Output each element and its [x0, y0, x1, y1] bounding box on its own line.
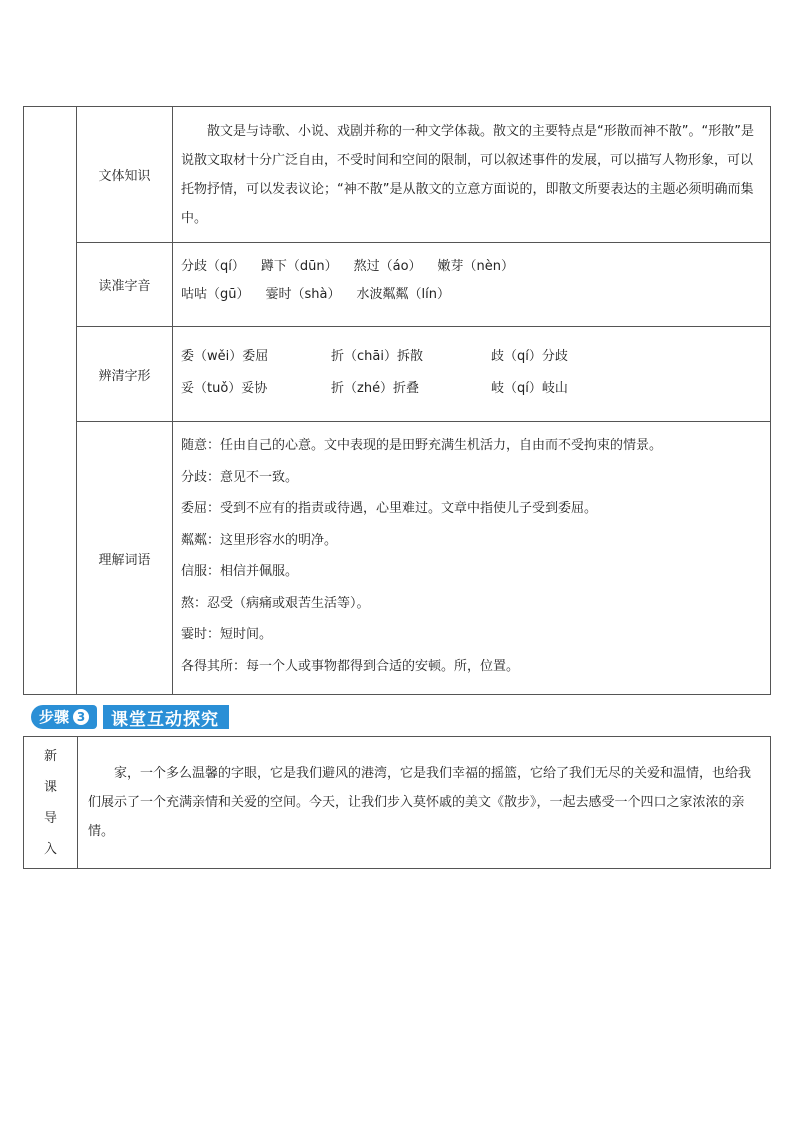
- vocabulary-item: 各得其所：每一个人或事物都得到合适的安顿。所，位置。: [181, 658, 520, 674]
- vocabulary-item: 熬：忍受（病痛或艰苦生活等）。: [181, 595, 370, 611]
- pronunciation-item: 霎时（shà）: [265, 287, 341, 302]
- intro-content: [78, 737, 771, 869]
- vocabulary-label: 理解词语: [77, 422, 173, 695]
- characters-label: 辨清字形: [77, 327, 173, 422]
- intro-label-char: 入: [43, 841, 57, 857]
- intro-label-char: 课: [43, 779, 57, 795]
- intro-text: 家，一个多么温馨的字眼，它是我们避风的港湾，它是我们幸福的摇篮，它给了我们无尽的关爱和温情，也给我们展示了一个充满亲情和关爱的空间。今天，让我们步入莫怀戚的美文《散步》，一起去感受一个四口之家浓浓的亲情。: [88, 766, 752, 839]
- pronunciation-item: 咕咕（gū）: [181, 287, 250, 302]
- pronunciation-row-2: [181, 281, 762, 309]
- step-title-box: [103, 705, 229, 729]
- step-badge: [31, 705, 97, 729]
- vocabulary-item: 分歧：意见不一致。: [181, 469, 299, 485]
- intro-label: [24, 737, 78, 869]
- pronunciation-item: 蹲下（dūn）: [260, 259, 338, 274]
- vocabulary-item: 信服：相信并佩服。: [181, 564, 299, 579]
- genre-content: [173, 107, 771, 243]
- intro-table: [23, 736, 771, 869]
- pronunciation-item: 水波粼粼（lín）: [356, 287, 450, 302]
- intro-label-char: 新: [43, 748, 57, 764]
- knowledge-table: [23, 106, 771, 695]
- character-item: 歧（qí）分歧: [491, 349, 568, 364]
- vocabulary-item: 霎时：短时间。: [181, 627, 273, 642]
- pronunciation-content: [173, 243, 771, 327]
- character-item: 折（chāi）拆散: [331, 349, 423, 364]
- character-item: 岐（qí）岐山: [491, 381, 568, 396]
- vocabulary-content: [173, 422, 771, 695]
- pronunciation-item: 分歧（qí）: [181, 259, 245, 274]
- pronunciation-row-1: [181, 253, 762, 281]
- characters-row-2: [181, 373, 762, 405]
- character-item: 委（wěi）委屈: [181, 349, 269, 364]
- character-item: 折（zhé）折叠: [331, 381, 420, 396]
- vocabulary-item: 随意：任由自己的心意。文中表现的是田野充满生机活力，自由而不受拘束的情景。: [181, 438, 663, 453]
- characters-content: [173, 327, 771, 422]
- step-prefix: 步骤: [39, 708, 70, 726]
- genre-label: 文体知识: [77, 107, 173, 243]
- blank-side-cell: [24, 107, 77, 695]
- vocabulary-item: 委屈：受到不应有的指责或待遇，心里难过。文章中指使儿子受到委屈。: [181, 501, 598, 516]
- pronunciation-label: 读准字音: [77, 243, 173, 327]
- character-item: 妥（tuǒ）妥协: [181, 381, 268, 396]
- step-header: [31, 704, 229, 730]
- genre-text: 散文是与诗歌、小说、戏剧并称的一种文学体裁。散文的主要特点是“形散而神不散”。“形散”是说散文取材十分广泛自由，不受时间和空间的限制，可以叙述事件的发展，可以描写人物形象，可以托物抒情，可以发表议论；“神不散”是从散文的立意方面说的，即散文所要表达的主题必须明确而集中。: [181, 124, 754, 226]
- vocabulary-item: 粼粼：这里形容水的明净。: [181, 532, 338, 548]
- pronunciation-item: 熬过（áo）: [353, 259, 422, 274]
- step-number: 3: [73, 709, 89, 725]
- step-title: 课堂互动探究: [111, 709, 220, 730]
- intro-label-char: 导: [43, 810, 57, 826]
- characters-row-1: [181, 341, 762, 373]
- pronunciation-item: 嫩芽（nèn）: [437, 259, 515, 274]
